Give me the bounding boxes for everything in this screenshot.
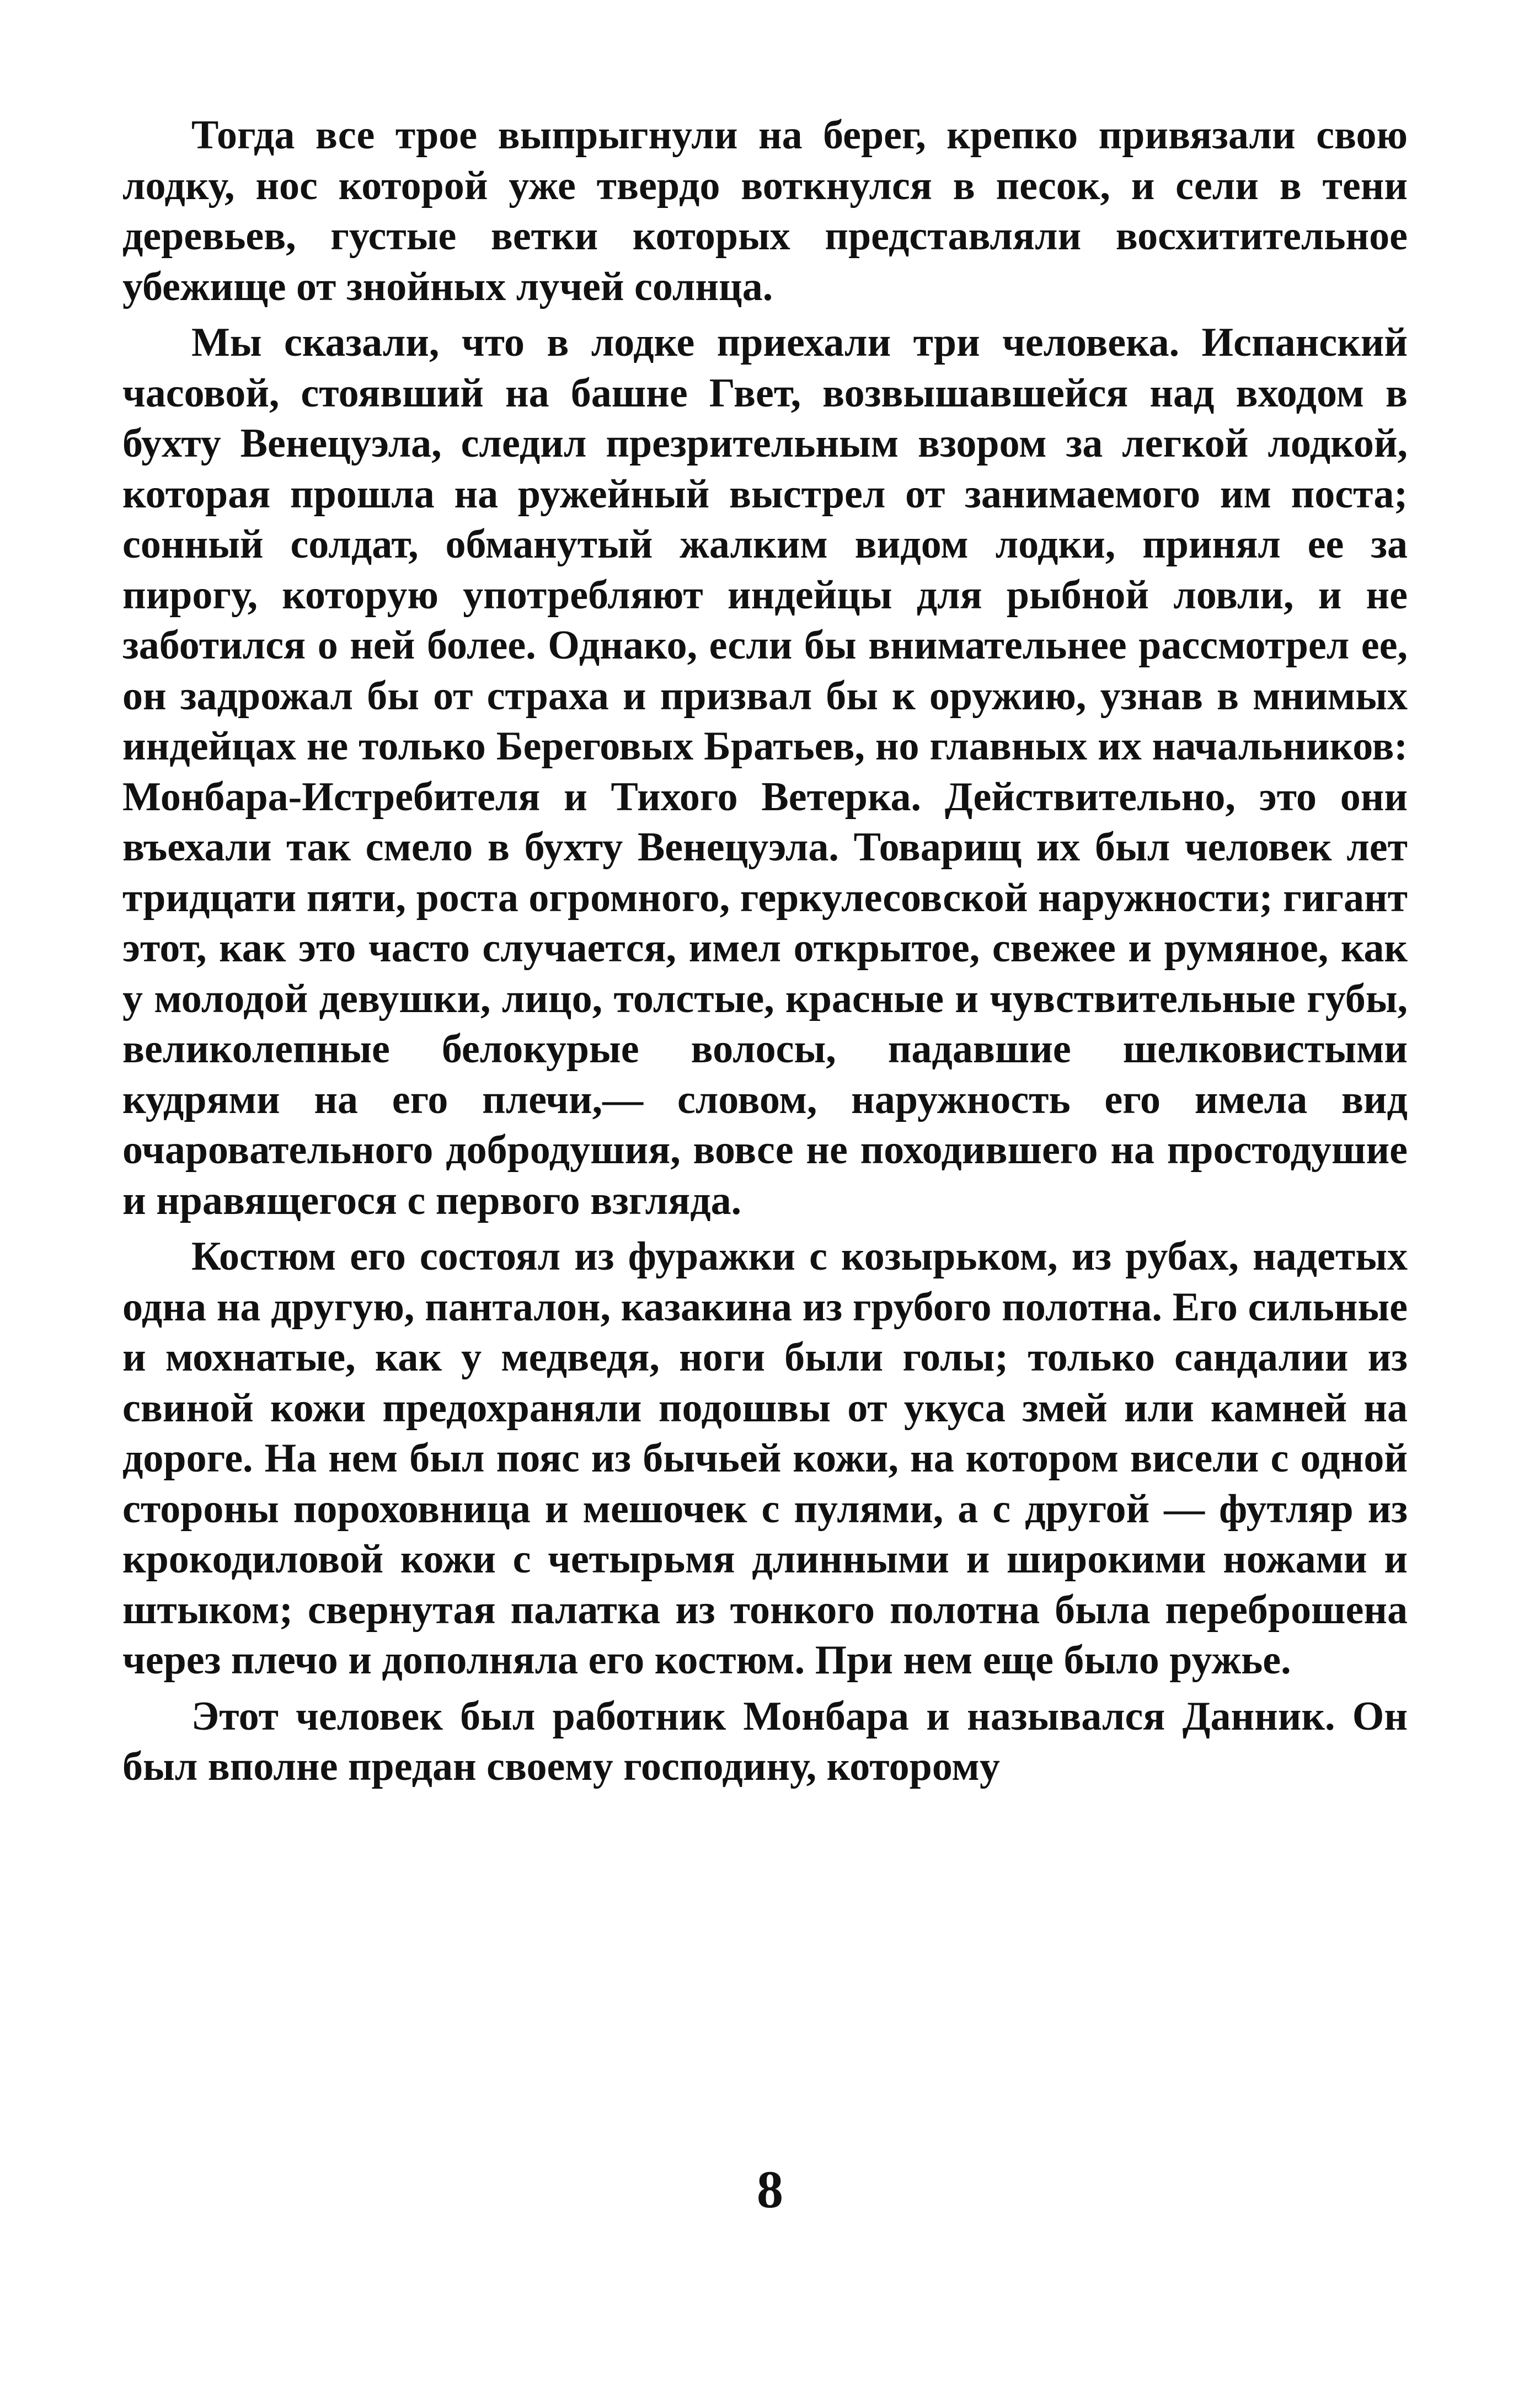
- paragraph-3: Костюм его состоял из фуражки с козырьком, из рубах, надетых одна на другую, панталон, казакина из грубого полотна. Его сильные и мохнатые, как у медведя, ноги были голы; только сандалии из свиной кожи предохраняли подошвы от укуса змей или камней на дороге. На нем был пояс из бычьей кожи, на котором висели с одной стороны пороховница и мешочек с пулями, а с другой — футляр из крокодиловой кожи с четырьмя длинными и широкими ножами и штыком; свернутая палатка из тонкого полотна была переброшена через плечо и дополняла его костюм. При нем еще было ружье.: [122, 1234, 1408, 1683]
- paragraph-4: Этот человек был работник Монбара и назывался Данник. Он был вполне предан своему господину, которому: [122, 1693, 1408, 1789]
- paragraph-1: Тогда все трое выпрыгнули на берег, крепко привязали свою лодку, нос которой уже твердо воткнулся в песок, и сели в тени деревьев, густые ветки которых представляли восхитительное убежище от знойных лучей солнца.: [122, 113, 1408, 309]
- body-text: [122, 110, 1408, 1798]
- paragraph-2: Мы сказали, что в лодке приехали три человека. Испанский часовой, стоявший на башне Гвет, возвышавшейся над входом в бухту Венецуэла, следил презрительным взором за легкой лодкой, которая прошла на ружейный выстрел от занимаемого им поста; сонный солдат, обманутый жалким видом лодки, принял ее за пирогу, которую употребляют индейцы для рыбной ловли, и не заботился о ней более. Однако, если бы внимательнее рассмотрел ее, он задрожал бы от страха и призвал бы к оружию, узнав в мнимых индейцах не только Береговых Братьев, но главных их начальников: Монбара-Истребителя и Тихого Ветерка. Действительно, это они въехали так смело в бухту Венецуэла. Товарищ их был человек лет тридцати пяти, роста огромного, геркулесовской наружности; гигант этот, как это часто случается, имел открытое, свежее и румяное, как у молодой девушки, лицо, толстые, красные и чувствительные губы, великолепные белокурые волосы, падавшие шелковистыми кудрями на его плечи,— словом, наружность его имела вид очаровательного добродушия, вовсе не походившего на простодушие и нравящегося с первого взгляда.: [122, 320, 1408, 1223]
- page-number: 8: [757, 2160, 783, 2219]
